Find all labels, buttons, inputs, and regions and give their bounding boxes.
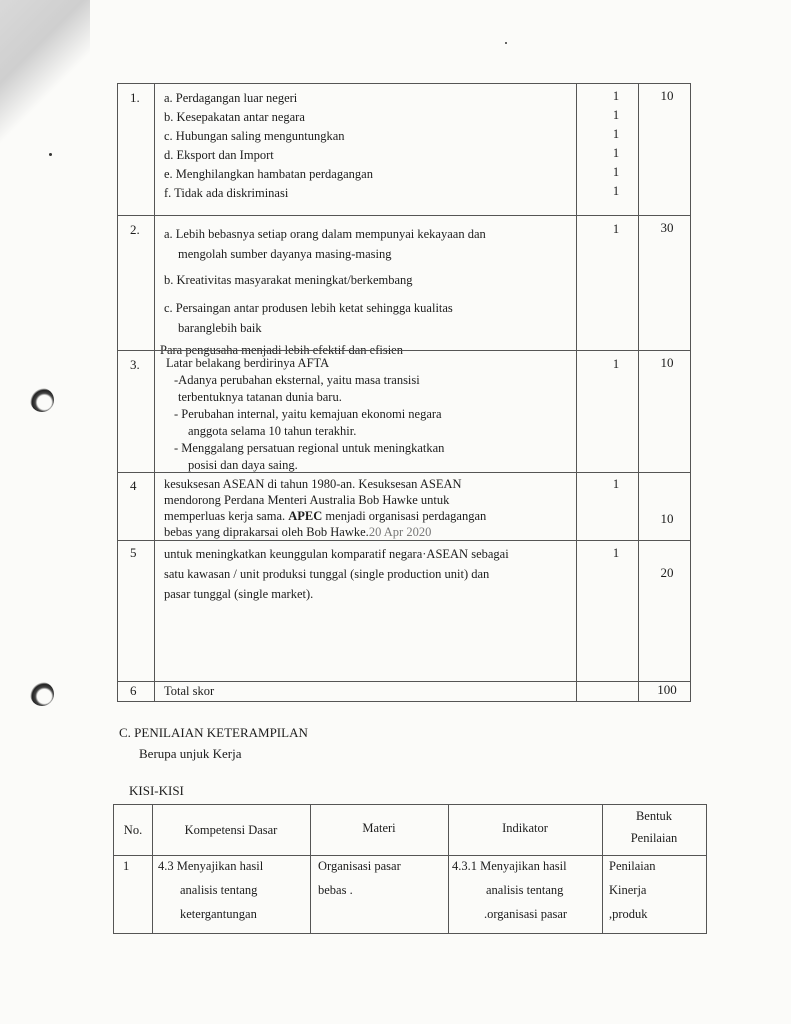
kisi-title: KISI-KISI [129,783,184,798]
answer-text: a. Lebih bebasnya setiap orang dalam mempunyai kekayaan dan mengolah sumber dayanya masing-masing b. Kreativitas masyarakat meningkat/berkembang c. Persaingan antar produsen lebih ketat sehingga kualitas baranglebih baik Para pengusaha menjadi lebih efektif dan efisien [160,227,486,357]
cell-indikator: 4.3.1 Menyajikan hasil analisis tentang .organisasi pasar [452,859,568,921]
punch-hole [30,388,54,412]
table-row [117,472,691,541]
answer-text: a. Perdagangan luar negeri b. Kesepakatan antar negara c. Hubungan saling menguntungkan d. Eksport dan Import e. Menghilangkan hambatan perdagangan f. Tidak ada diskriminasi [164,91,373,200]
max-score: 20 [660,565,674,580]
item-scores: 1 1 1 1 1 1 [612,89,620,198]
table-row [117,540,691,682]
max-score: 10 [660,355,674,370]
header-no: No. [123,823,143,837]
total-label: Total skor [164,684,215,698]
header-kompetensi-dasar: Kompetensi Dasar [184,823,278,837]
total-score: 100 [657,682,677,697]
row-number: 2. [130,222,140,237]
table-row [117,350,691,473]
row-number: 4 [130,478,137,493]
max-score: 10 [660,511,674,526]
date-stamp: 20 Apr 2020 [368,525,432,539]
table-row [117,215,691,357]
header-materi: Materi [362,821,396,835]
cell-bentuk-penilaian: Penilaian Kinerja ,produk [609,859,656,921]
punch-hole [30,682,54,706]
scan-fold-shadow [0,0,90,150]
score-table [117,83,691,702]
item-score: 1 [612,546,620,560]
table-row-total [117,681,691,702]
row-number: 5 [130,545,137,560]
row-number: 1. [130,90,140,105]
header-bentuk-penilaian: Bentuk Penilaian [630,809,678,845]
row-number: 6 [130,683,137,698]
scan-speck [49,153,52,156]
cell-kompetensi-dasar: 4.3 Menyajikan hasil analisis tentang ketergantungan [158,859,264,921]
row-number: 3. [130,357,140,372]
section-subheading: Berupa unjuk Kerja [139,746,242,761]
answer-text: kesuksesan ASEAN di tahun 1980-an. Kesuksesan ASEAN mendorong Perdana Menteri Australia Bob Hawke untuk memperluas kerja sama. APEC menjadi organisasi perdagangan bebas yang diprakarsai oleh Bob Hawke.20 Apr 2020 [164,477,487,539]
kisi-table [113,804,707,934]
header-indikator: Indikator [502,821,548,835]
item-score: 1 [612,477,620,491]
answer-text: untuk meningkatkan keunggulan komparatif negara·ASEAN sebagai satu kawasan / unit produksi tunggal (single production unit) dan pasar tunggal (single market). [164,547,509,601]
item-score: 1 [612,357,620,371]
section-heading: C. PENILAIAN KETERAMPILAN [119,725,308,740]
answer-text: Latar belakang berdirinya AFTA -Adanya perubahan eksternal, yaitu masa transisi terbentuknya tatanan dunia baru. - Perubahan internal, yaitu kemajuan ekonomi negara anggota selama 10 tahun terakhir. - Menggalang persatuan regional untuk meningkatkan posisi dan daya saing. [166,356,445,472]
item-score: 1 [612,222,620,236]
cell-no: 1 [123,859,130,873]
table-row [117,83,691,216]
cell-materi: Organisasi pasar bebas . [318,859,401,897]
scan-speck [505,42,507,44]
max-score: 30 [660,220,674,235]
max-score: 10 [660,88,674,103]
